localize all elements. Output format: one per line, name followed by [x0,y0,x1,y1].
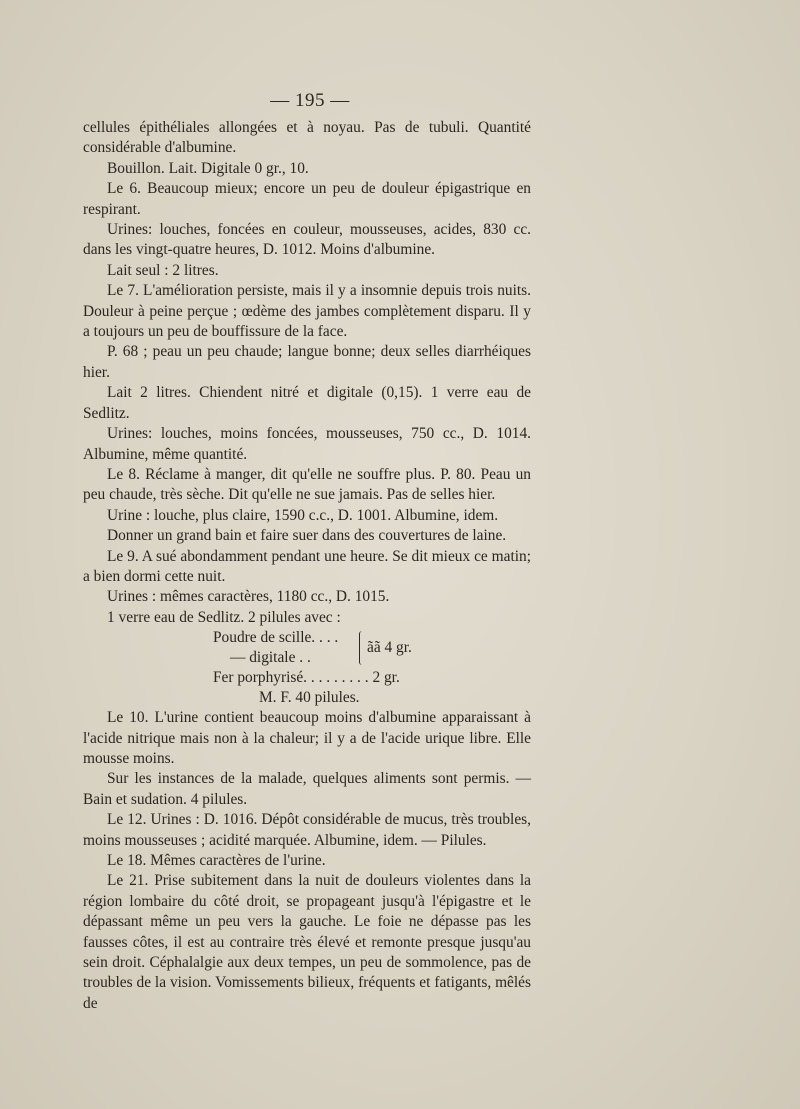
paragraph: Donner un grand bain et faire suer dans des couvertures de laine. [107,527,507,545]
prescription-line: Fer porphyrisé. . . . . . . . . 2 gr. [213,669,400,687]
paragraph: 1 verre eau de Sedlitz. 2 pilules avec : [107,608,341,626]
paragraph: cellules épithéliales allongées et à noyau. Pas de tubuli. Quantité considérable d'albumine. [83,119,531,157]
prescription-quantity: ãã 4 gr. [367,639,412,657]
paragraph: Le 6. Beaucoup mieux; encore un peu de douleur épigastrique en respirant. [83,180,531,218]
paragraph: P. 68 ; peau un peu chaude; langue bonne; deux selles diarrhéiques hier. [83,343,531,381]
paragraph: Bouillon. Lait. Digitale 0 gr., 10. [107,159,309,177]
prescription-line: Poudre de scille. . . . [213,629,339,647]
paragraph: Urines: louches, foncées en couleur, mousseuses, acides, 830 cc. dans les vingt-quatre heures, D. 1012. Moins d'albumine. [83,221,531,259]
prescription-block [83,628,531,708]
paragraph: Le 10. L'urine contient beaucoup moins d'albumine apparaissant à l'acide nitrique mais non à la chaleur; il y a de l'acide urique libre. Elle mousse moins. [83,709,531,767]
body-text [83,118,531,1014]
paragraph: Le 18. Mêmes caractères de l'urine. [107,852,326,869]
brace-icon [359,631,365,665]
paragraph: Le 21. Prise subitement dans la nuit de douleurs violentes dans la région lombaire du côté droit, se propageant jusqu'à l'épigastre et le dépassant même un peu vers la gauche. Le foie ne dépasse pas les fausses côtes, il est au contraire très élevé et remonte presque jusqu'au sein droit. Céphalalgie aux deux tempes, un peu de sommolence, pas de troubles de la vision. Vomissements bilieux, fréquents et fatigants, mêlés de [83,872,531,1012]
paragraph: Urines: louches, moins foncées, mousseuses, 750 cc., D. 1014. Albumine, même quantité. [83,425,531,463]
paragraph: Sur les instances de la malade, quelques aliments sont permis. — Bain et sudation. 4 pilules. [83,770,531,808]
paragraph: Le 8. Réclame à manger, dit qu'elle ne souffre plus. P. 80. Peau un peu chaude, très sèche. Dit qu'elle ne sue jamais. Pas de selles hier. [83,465,531,504]
prescription-line: M. F. 40 pilules. [259,689,360,707]
page-number: — 195 — [270,90,350,111]
paragraph: Le 7. L'amélioration persiste, mais il y a insomnie depuis trois nuits. Douleur à peine perçue ; œdème des jambes complètement disparu. Il y a toujours un peu de bouffissure de la face. [83,282,531,341]
paragraph: Lait 2 litres. Chiendent nitré et digitale (0,15). 1 verre eau de Sedlitz. [83,384,531,422]
paragraph: Lait seul : 2 litres. [107,261,219,279]
paragraph: Urines : mêmes caractères, 1180 cc., D. 1015. [107,588,390,606]
paragraph: Le 9. A sué abondamment pendant une heure. Se dit mieux ce matin; a bien dormi cette nuit. [83,547,531,585]
paragraph: Le 12. Urines : D. 1016. Dépôt considérable de mucus, très troubles, moins mousseuses ; acidité marquée. Albumine, idem. — Pilules. [83,811,531,849]
paragraph: Urine : louche, plus claire, 1590 c.c., D. 1001. Albumine, idem. [107,506,499,524]
prescription-line: — digitale . . [230,649,311,667]
